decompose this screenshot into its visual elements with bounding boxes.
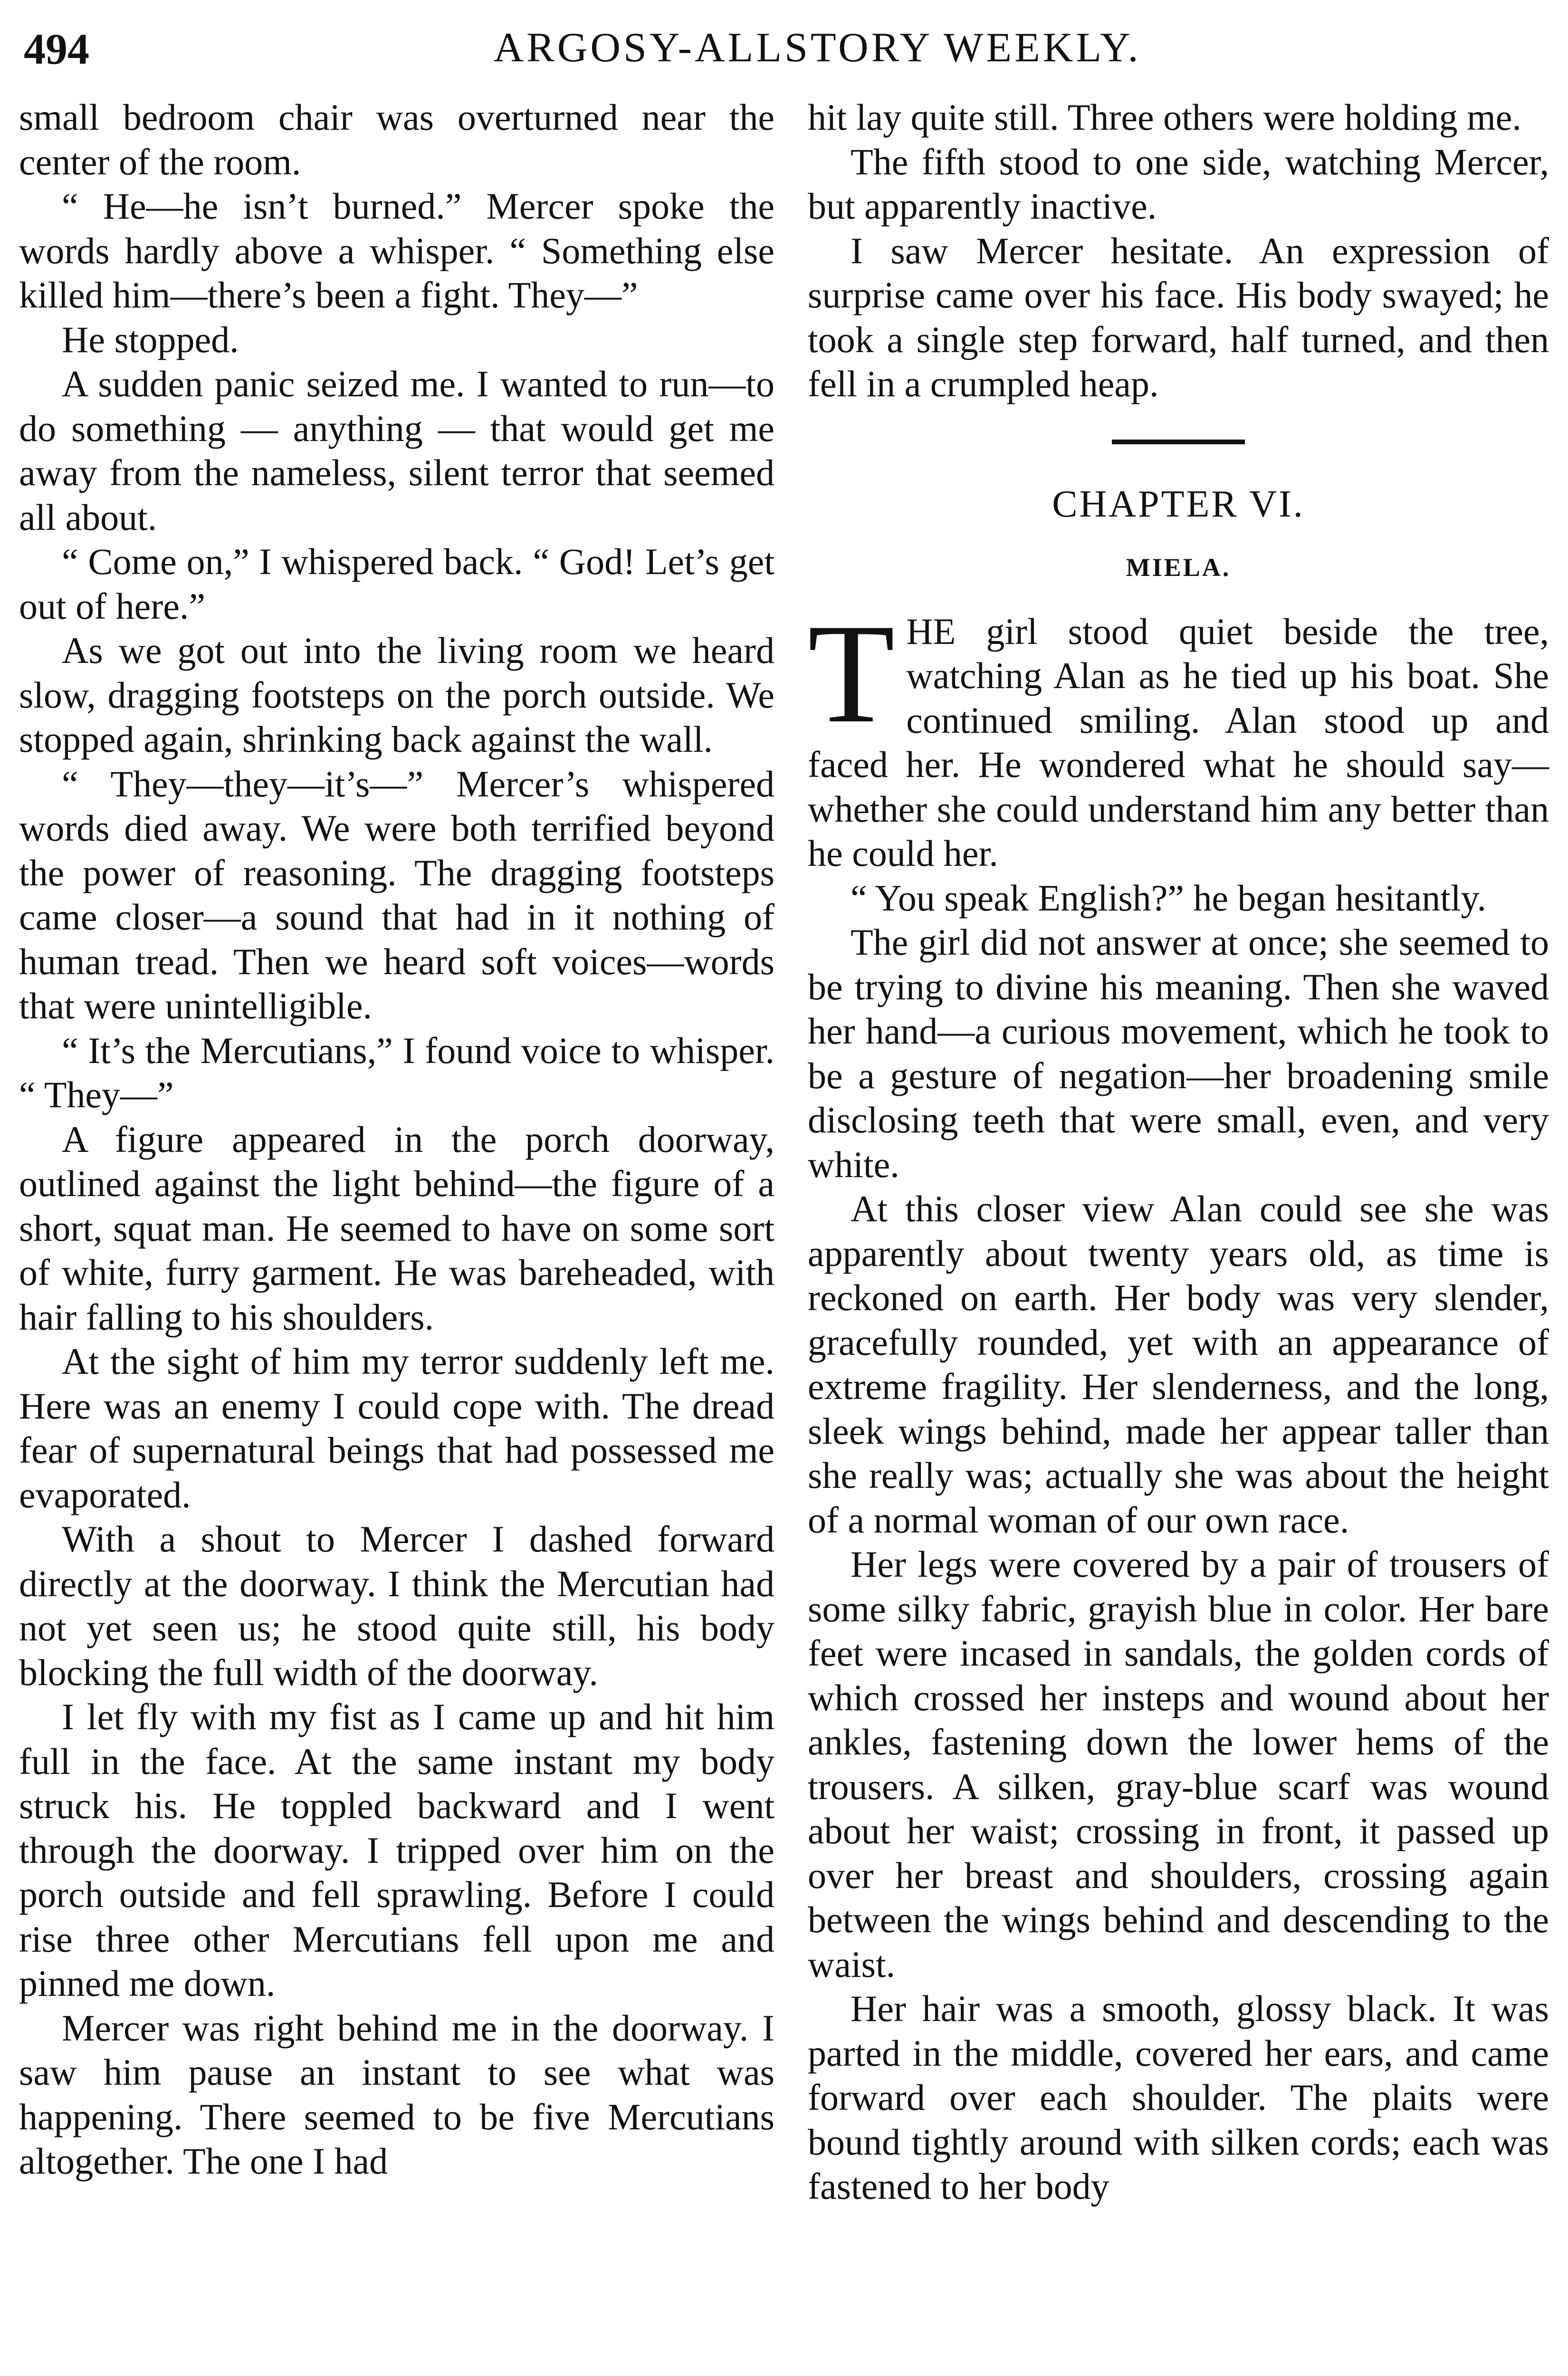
paragraph: “ It’s the Mercutians,” I found voice to whisper. “ They—” — [19, 1029, 774, 1115]
paragraph: hit lay quite still. Three others were holding me. — [808, 96, 1521, 138]
left-column — [19, 95, 774, 2184]
running-title: ARGOSY-ALLSTORY WEEKLY. — [493, 25, 1141, 71]
chapter-first-paragraph — [808, 594, 1549, 876]
first-paragraph-text: HE girl stood quiet beside the tree, watching Alan as he tied up his boat. She continued smiling. Alan stood up and faced her. He wondered what he should say—whether she could understand him any better than he could her. — [808, 610, 1549, 874]
paragraph: I saw Mercer hesitate. An expression of surprise came over his face. His body swayed; he took a single step forward, half turned, and then fell in a crumpled heap. — [808, 230, 1549, 404]
paragraph: I let fly with my fist as I came up and hit him full in the face. At the same instant my body struck his. He toppled backward and I went through the doorway. I tripped over him on the porch outside and fell sprawling. Before I could rise three other Mercutians fell upon me and pinned me down. — [19, 1696, 774, 2004]
page-header — [0, 19, 1568, 86]
paragraph: “ They—they—it’s—” Mercer’s whispered words died away. We were both terrified beyond the power of reasoning. The dragging footsteps came closer—a sound that had in it nothing of human tread. Then we heard soft voices—words that were unintelligible. — [19, 763, 774, 1026]
section-divider — [1112, 440, 1245, 444]
paragraph: Her hair was a smooth, glossy black. It was parted in the middle, covered her ears, and came forward over each shoulder. The plaits were bound tightly around with silken cords; each was fastened to her body — [808, 1988, 1549, 2207]
chapter-subtitle: MIELA. — [1126, 553, 1231, 582]
paragraph: At the sight of him my terror suddenly left me. Here was an enemy I could cope with. The dread fear of supernatural beings that had possessed me evaporated. — [19, 1341, 774, 1515]
paragraph: “ He—he isn’t burned.” Mercer spoke the words hardly above a whisper. “ Something else killed him—there’s been a fight. They—” — [19, 185, 774, 316]
paragraph: The fifth stood to one side, watching Mercer, but apparently inactive. — [808, 141, 1549, 227]
paragraph: “ Come on,” I whispered back. “ God! Let’s get out of here.” — [19, 541, 774, 627]
paragraph: Mercer was right behind me in the doorway. I saw him pause an instant to see what was happening. There seemed to be five Mercutians altogether. The one I had — [19, 2007, 774, 2182]
paragraph: He stopped. — [62, 318, 239, 360]
paragraph: The girl did not answer at once; she seemed to be trying to divine his meaning. Then she waved her hand—a curious movement, which he took to be a gesture of negation—her broadening smile disclosing teeth that were small, even, and very white. — [808, 921, 1549, 1185]
paragraph: At this closer view Alan could see she was apparently about twenty years old, as time is reckoned on earth. Her body was very slender, gracefully rounded, yet with an appearance of extreme fragility. Her slenderness, and the long, sleek wings behind, made her appear taller than she really was; actually she was about the height of a normal woman of our own race. — [808, 1188, 1549, 1541]
paragraph: “ You speak English?” he began hesitantly. — [851, 877, 1486, 919]
paragraph: Her legs were covered by a pair of trousers of some silky fabric, grayish blue in color. Her bare feet were incased in sandals, the golden cords of which crossed her insteps and wound about her ankles, fastening down the lower hems of the trousers. A silken, gray-blue scarf was wound about her waist; crossing in front, it passed up over her breast and shoulders, crossing again between the wings behind and descending to the waist. — [808, 1543, 1549, 1985]
page-number: 494 — [24, 25, 89, 73]
right-column — [808, 95, 1549, 2209]
paragraph: As we got out into the living room we heard slow, dragging footsteps on the porch outside. We stopped again, shrinking back against the wall. — [19, 630, 774, 760]
paragraph: A figure appeared in the porch doorway, outlined against the light behind—the figure of a short, squat man. He seemed to have on some sort of white, furry garment. He was bareheaded, with hair falling to his shoulders. — [19, 1118, 774, 1338]
chapter-title: CHAPTER VI. — [1052, 483, 1305, 525]
paragraph: small bedroom chair was overturned near the center of the room. — [19, 96, 774, 182]
paragraph: With a shout to Mercer I dashed forward directly at the doorway. I think the Mercutian had not yet seen us; he stood quite still, his body blocking the full width of the doorway. — [19, 1518, 774, 1693]
paragraph: A sudden panic seized me. I wanted to run—to do something — anything — that would get me away from the nameless, silent terror that seemed all about. — [19, 363, 774, 538]
drop-cap: T — [808, 594, 895, 752]
